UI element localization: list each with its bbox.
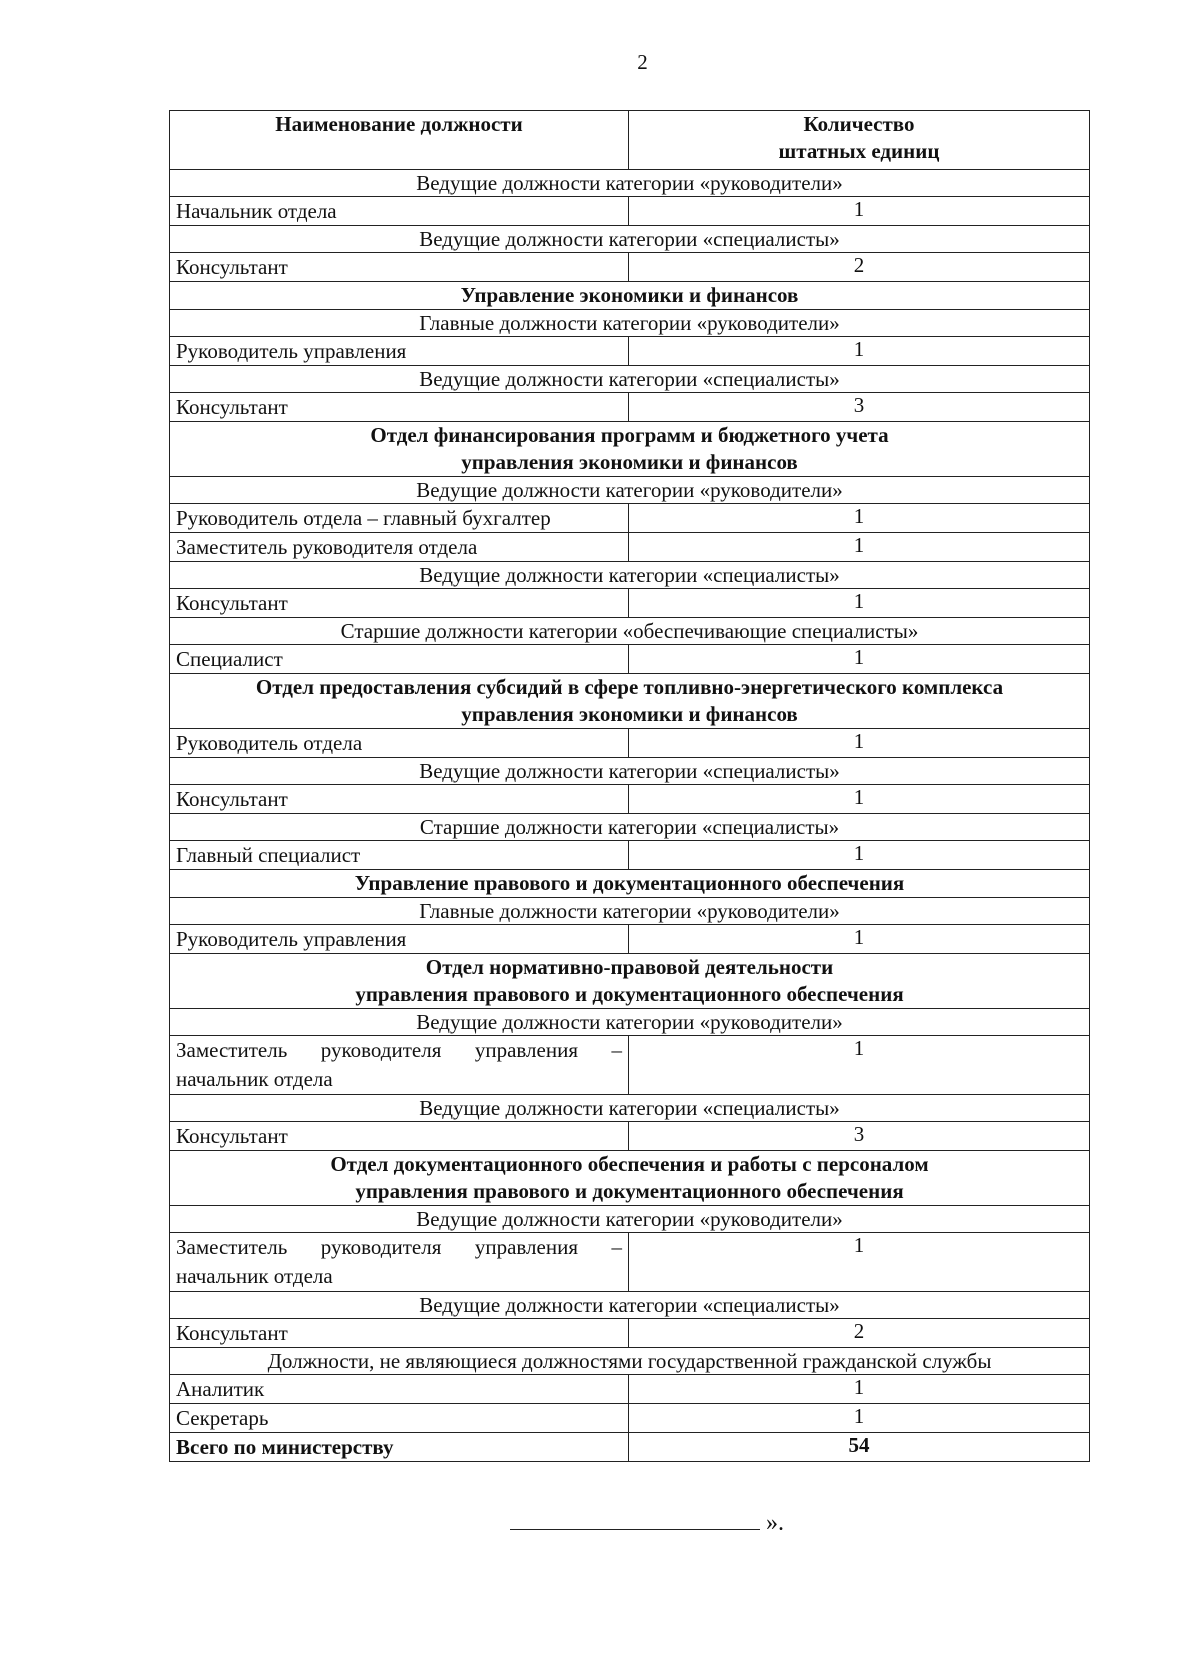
category-label: Ведущие должности категории «специалисты» xyxy=(170,562,1090,589)
position-name: Заместитель руководителя управления – начальник отдела xyxy=(170,1233,629,1292)
position-name: Руководитель отдела xyxy=(170,729,629,758)
position-row xyxy=(170,645,1090,674)
section-title-line2: управления экономики и финансов xyxy=(461,450,798,474)
position-count: 3 xyxy=(629,393,1090,422)
category-row xyxy=(170,562,1090,589)
category-label: Должности, не являющиеся должностями государственной гражданской службы xyxy=(170,1348,1090,1375)
category-row xyxy=(170,170,1090,197)
section-title xyxy=(170,282,1090,310)
category-row xyxy=(170,1292,1090,1319)
section-title-line1: Отдел нормативно-правовой деятельности xyxy=(425,955,834,979)
position-name: Руководитель управления xyxy=(170,337,629,366)
position-count: 1 xyxy=(629,1375,1090,1404)
position-row xyxy=(170,1404,1090,1433)
section-title xyxy=(170,1151,1090,1206)
position-name: Начальник отдела xyxy=(170,197,629,226)
section-title xyxy=(170,674,1090,729)
category-label: Ведущие должности категории «специалисты» xyxy=(170,758,1090,785)
table-header-row xyxy=(170,111,1090,170)
section-row xyxy=(170,954,1090,1009)
header-staff-count xyxy=(629,111,1090,170)
position-count: 1 xyxy=(629,533,1090,562)
category-label: Старшие должности категории «обеспечивающие специалисты» xyxy=(170,618,1090,645)
signature-blank-line xyxy=(510,1529,760,1530)
position-count: 1 xyxy=(629,1233,1090,1292)
section-title-line1: Отдел предоставления субсидий в сфере топливно-энергетического комплекса xyxy=(255,675,1004,699)
position-count: 1 xyxy=(629,504,1090,533)
section-title-line2: управления правового и документационного обеспечения xyxy=(355,982,904,1006)
position-count: 1 xyxy=(629,925,1090,954)
position-count: 1 xyxy=(629,785,1090,814)
section-row xyxy=(170,870,1090,898)
section-title-line2: управления правового и документационного обеспечения xyxy=(355,1179,904,1203)
position-name: Консультант xyxy=(170,1122,629,1151)
section-row xyxy=(170,674,1090,729)
position-name: Главный специалист xyxy=(170,841,629,870)
position-name: Аналитик xyxy=(170,1375,629,1404)
position-name: Заместитель руководителя отдела xyxy=(170,533,629,562)
position-name: Консультант xyxy=(170,393,629,422)
section-title xyxy=(170,422,1090,477)
staffing-table xyxy=(169,110,1090,1462)
category-row xyxy=(170,618,1090,645)
position-count: 1 xyxy=(629,337,1090,366)
category-row xyxy=(170,477,1090,504)
section-title-line2: управления экономики и финансов xyxy=(461,702,798,726)
total-label: Всего по министерству xyxy=(170,1433,629,1462)
closing-mark xyxy=(510,1510,784,1537)
category-label: Ведущие должности категории «руководители» xyxy=(170,1206,1090,1233)
category-row xyxy=(170,898,1090,925)
position-name: Специалист xyxy=(170,645,629,674)
position-name: Консультант xyxy=(170,1319,629,1348)
position-name: Секретарь xyxy=(170,1404,629,1433)
category-row xyxy=(170,814,1090,841)
section-row xyxy=(170,1151,1090,1206)
position-row xyxy=(170,337,1090,366)
position-name: Консультант xyxy=(170,785,629,814)
position-name: Руководитель отдела – главный бухгалтер xyxy=(170,504,629,533)
position-row xyxy=(170,729,1090,758)
total-row xyxy=(170,1433,1090,1462)
category-label: Старшие должности категории «специалисты» xyxy=(170,814,1090,841)
section-row xyxy=(170,422,1090,477)
category-row xyxy=(170,310,1090,337)
position-row xyxy=(170,589,1090,618)
category-row xyxy=(170,1206,1090,1233)
position-count: 1 xyxy=(629,197,1090,226)
category-row xyxy=(170,758,1090,785)
header-staff-count-line2: штатных единиц xyxy=(778,139,940,163)
position-row xyxy=(170,197,1090,226)
position-count: 2 xyxy=(629,1319,1090,1348)
section-title-line1: Управление экономики и финансов xyxy=(460,283,799,307)
category-label: Ведущие должности категории «специалисты» xyxy=(170,1292,1090,1319)
section-title-line1: Управление правового и документационного обеспечения xyxy=(354,871,905,895)
position-name: Руководитель управления xyxy=(170,925,629,954)
section-title xyxy=(170,870,1090,898)
position-row xyxy=(170,1319,1090,1348)
position-name: Консультант xyxy=(170,253,629,282)
category-label: Главные должности категории «руководители» xyxy=(170,310,1090,337)
position-row xyxy=(170,1122,1090,1151)
position-row xyxy=(170,504,1090,533)
category-label: Ведущие должности категории «специалисты» xyxy=(170,226,1090,253)
position-count: 3 xyxy=(629,1122,1090,1151)
position-count: 1 xyxy=(629,1404,1090,1433)
table-body xyxy=(170,170,1090,1462)
position-row xyxy=(170,533,1090,562)
section-title-line1: Отдел документационного обеспечения и работы с персоналом xyxy=(330,1152,929,1176)
category-row xyxy=(170,1348,1090,1375)
position-count: 1 xyxy=(629,841,1090,870)
position-row xyxy=(170,1036,1090,1095)
category-row xyxy=(170,1095,1090,1122)
position-name: Заместитель руководителя управления – начальник отдела xyxy=(170,1036,629,1095)
position-count: 1 xyxy=(629,729,1090,758)
position-count: 2 xyxy=(629,253,1090,282)
category-row xyxy=(170,1009,1090,1036)
section-title xyxy=(170,954,1090,1009)
position-row xyxy=(170,1375,1090,1404)
category-row xyxy=(170,366,1090,393)
position-row xyxy=(170,841,1090,870)
category-label: Главные должности категории «руководители» xyxy=(170,898,1090,925)
category-label: Ведущие должности категории «руководители» xyxy=(170,477,1090,504)
total-count: 54 xyxy=(629,1433,1090,1462)
header-position-name: Наименование должности xyxy=(170,111,629,170)
category-label: Ведущие должности категории «руководители» xyxy=(170,170,1090,197)
position-count: 1 xyxy=(629,645,1090,674)
position-row xyxy=(170,1233,1090,1292)
position-row xyxy=(170,253,1090,282)
position-count: 1 xyxy=(629,1036,1090,1095)
position-row xyxy=(170,925,1090,954)
section-title-line1: Отдел финансирования программ и бюджетного учета xyxy=(370,423,889,447)
category-row xyxy=(170,226,1090,253)
header-staff-count-line1: Количество xyxy=(803,112,915,136)
category-label: Ведущие должности категории «специалисты» xyxy=(170,1095,1090,1122)
closing-quote: ». xyxy=(766,1510,784,1536)
category-label: Ведущие должности категории «руководители» xyxy=(170,1009,1090,1036)
position-row xyxy=(170,785,1090,814)
category-label: Ведущие должности категории «специалисты» xyxy=(170,366,1090,393)
position-name: Консультант xyxy=(170,589,629,618)
position-row xyxy=(170,393,1090,422)
section-row xyxy=(170,282,1090,310)
page-number: 2 xyxy=(637,50,648,74)
position-count: 1 xyxy=(629,589,1090,618)
